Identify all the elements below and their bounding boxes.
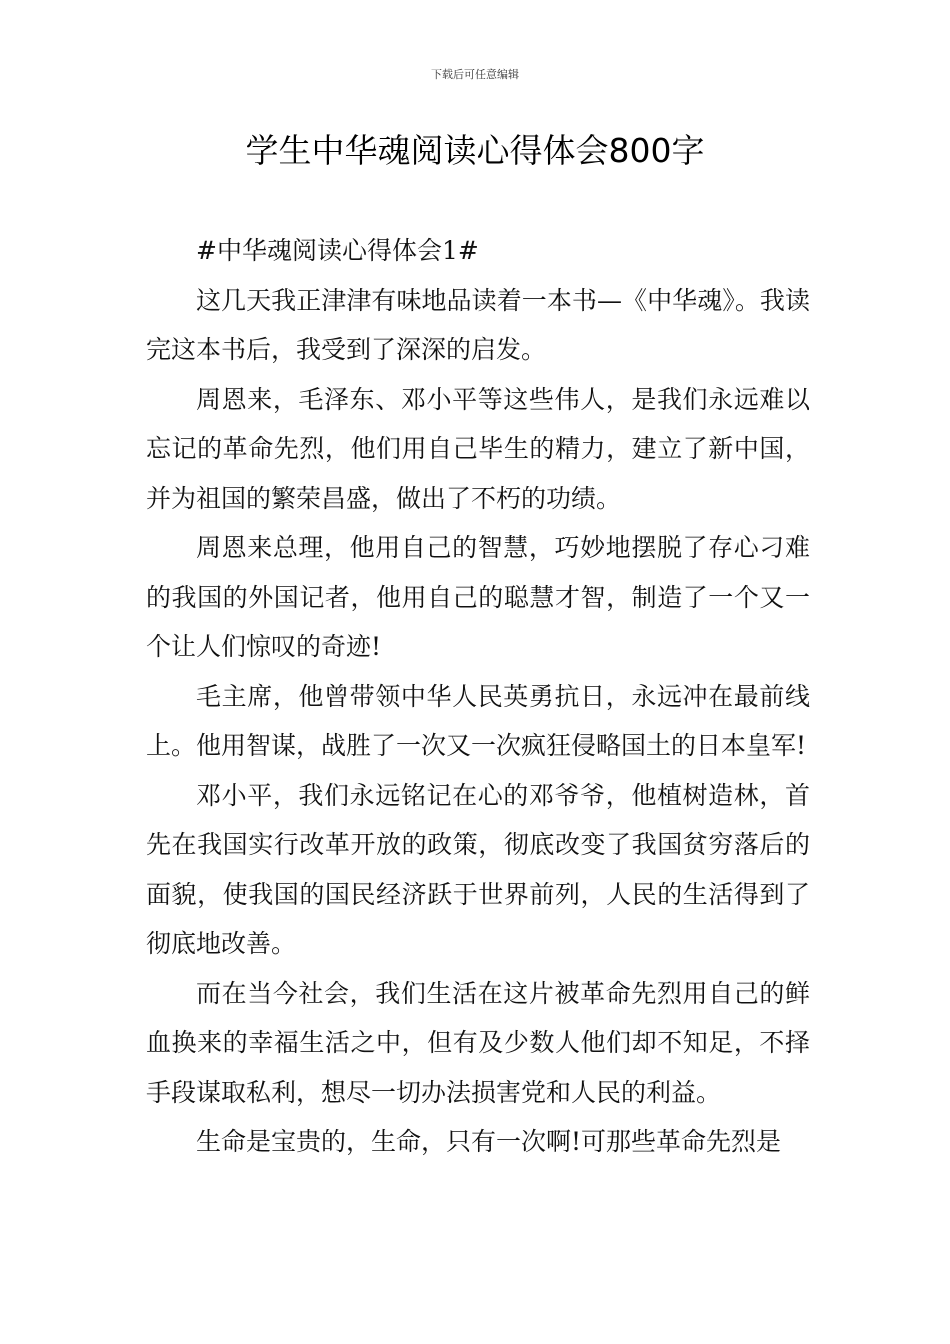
paragraph: 毛主席，他曾带领中华人民英勇抗日，永远冲在最前线上。他用智谋，战胜了一次又一次疯狂侵略国土的日本皇军! (146, 681, 810, 760)
paragraph: 而在当今社会，我们生活在这片被革命先烈用自己的鲜血换来的幸福生活之中，但有及少数人他们却不知足，不择手段谋取私利，想尽一切办法损害党和人民的利益。 (146, 978, 810, 1107)
paragraph: 周恩来，毛泽东、邓小平等这些伟人，是我们永远难以忘记的革命先烈，他们用自己毕生的精力，建立了新中国，并为祖国的繁荣昌盛，做出了不朽的功绩。 (146, 384, 810, 513)
document-body (146, 226, 810, 1167)
section-heading: #中华魂阅读心得体会1# (196, 236, 479, 265)
paragraph: 这几天我正津津有味地品读着一本书—《中华魂》。我读完这本书后，我受到了深深的启发。 (146, 285, 810, 364)
document-title: 学生中华魂阅读心得体会800字 (245, 131, 705, 170)
paragraph: 周恩来总理，他用自己的智慧，巧妙地摆脱了存心刁难的我国的外国记者，他用自己的聪慧才智，制造了一个又一个让人们惊叹的奇迹! (146, 533, 810, 661)
header-note: 下载后可任意编辑 (431, 68, 519, 81)
paragraph: 邓小平，我们永远铭记在心的邓爷爷，他植树造林，首先在我国实行改革开放的政策，彻底改变了我国贫穷落后的面貌，使我国的国民经济跃于世界前列，人民的生活得到了彻底地改善。 (146, 780, 810, 958)
paragraph: 生命是宝贵的，生命，只有一次啊!可那些革命先烈是 (196, 1127, 782, 1156)
